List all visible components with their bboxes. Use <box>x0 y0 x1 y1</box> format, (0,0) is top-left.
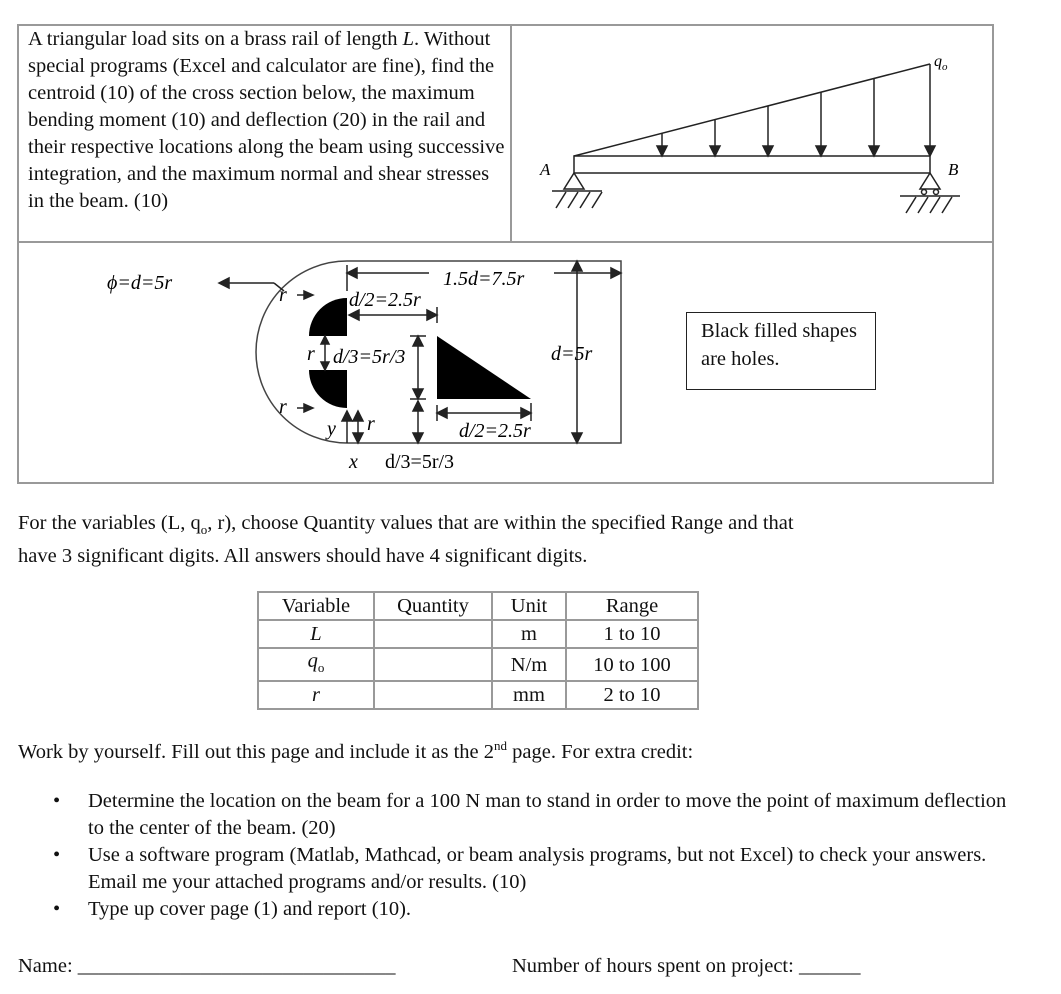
load-slope-line <box>574 64 930 156</box>
instructions-line-2: have 3 significant digits. All answers should have 4 significant digits. <box>18 545 588 568</box>
r-label-origin: r <box>367 413 375 435</box>
d-third-mid-label: d/3=5r/3 <box>333 346 406 368</box>
d-third-bottom-label: d/3=5r/3 <box>385 451 455 473</box>
beam-diagram <box>512 26 992 240</box>
extra-credit-list <box>50 788 1010 923</box>
header-quantity: Quantity <box>374 592 492 620</box>
bullet-icon: • <box>53 790 61 812</box>
quantity-cell[interactable] <box>374 648 492 681</box>
instructions <box>18 510 1018 570</box>
table-row <box>258 648 698 681</box>
x-axis-label: x <box>349 451 358 473</box>
work-instructions: Work by yourself. Fill out this page and include it as the 2nd page. For extra credit: <box>18 738 694 763</box>
header-variable: Variable <box>258 592 374 620</box>
range-cell: 2 to 10 <box>566 681 698 709</box>
r-label-bottom: r <box>279 396 287 418</box>
load-label: $q_o$ <box>934 53 948 73</box>
support-b-label: B <box>948 160 959 179</box>
diameter-label: ϕ=d=5r <box>107 272 173 294</box>
unit-cell: m <box>492 620 566 648</box>
problem-statement <box>28 26 508 215</box>
range-cell: 1 to 10 <box>566 620 698 648</box>
half-d-top-label: d/2=2.5r <box>349 289 421 311</box>
quantity-cell[interactable] <box>374 681 492 709</box>
instructions-line-1: For the variables (L, $q_o$, r), choose Quantity values that are within the specified Range and that <box>18 512 794 538</box>
half-d-bottom-label: d/2=2.5r <box>459 420 531 442</box>
header-unit: Unit <box>492 592 566 620</box>
table-row <box>258 681 698 709</box>
height-label: d=5r <box>551 343 593 365</box>
header-range: Range <box>566 592 698 620</box>
r-label-mid: r <box>307 343 315 365</box>
holes-note: Black filled shapes are holes. <box>701 320 857 370</box>
pin-support-a <box>552 173 602 208</box>
bullet-icon: • <box>53 898 61 920</box>
roller-support-b <box>900 173 960 213</box>
range-cell: 10 to 100 <box>566 648 698 681</box>
bullet-icon: • <box>53 844 61 866</box>
beam <box>574 156 930 173</box>
table-header-row <box>258 592 698 620</box>
variable-cell: L <box>258 620 374 648</box>
problem-rest: . Without special programs (Excel and calculator are fine), find the centroid (10) of the cross section below, the maximum bending moment (10) and deflection (20) in the rail and their respective locations along the beam using successive integration, and the maximum normal and shear stresses in the beam. (10) <box>28 28 505 212</box>
r-label-top: r <box>279 284 287 306</box>
unit-cell: N/m <box>492 648 566 681</box>
support-a-label: A <box>540 160 551 179</box>
variable-cell: r <box>258 681 374 709</box>
list-item: • Use a software program (Matlab, Mathcad, or beam analysis programs, but not Excel) to check your answers. Email me your attached programs and/or results. (10) <box>53 844 987 893</box>
problem-intro: A triangular load sits on a brass rail of length <box>28 28 403 50</box>
unit-cell: mm <box>492 681 566 709</box>
variable-cell: $q_o$ <box>258 648 374 681</box>
list-item: • Determine the location on the beam for a 100 N man to stand in order to move the point of maximum deflection to the center of the beam. (20) <box>53 790 1007 839</box>
name-field[interactable]: Name: _______________________________ <box>18 955 396 977</box>
holes-note-box <box>686 312 876 390</box>
quantity-cell[interactable] <box>374 620 492 648</box>
problem-length-var: L <box>402 28 415 50</box>
load-arrows <box>657 64 935 156</box>
hours-field[interactable]: Number of hours spent on project: ______ <box>512 955 861 977</box>
variables-table <box>257 591 699 710</box>
table-row <box>258 620 698 648</box>
list-item: • Type up cover page (1) and report (10). <box>50 896 1010 923</box>
y-axis-label: y <box>327 418 336 440</box>
width-label: 1.5d=7.5r <box>443 268 525 290</box>
